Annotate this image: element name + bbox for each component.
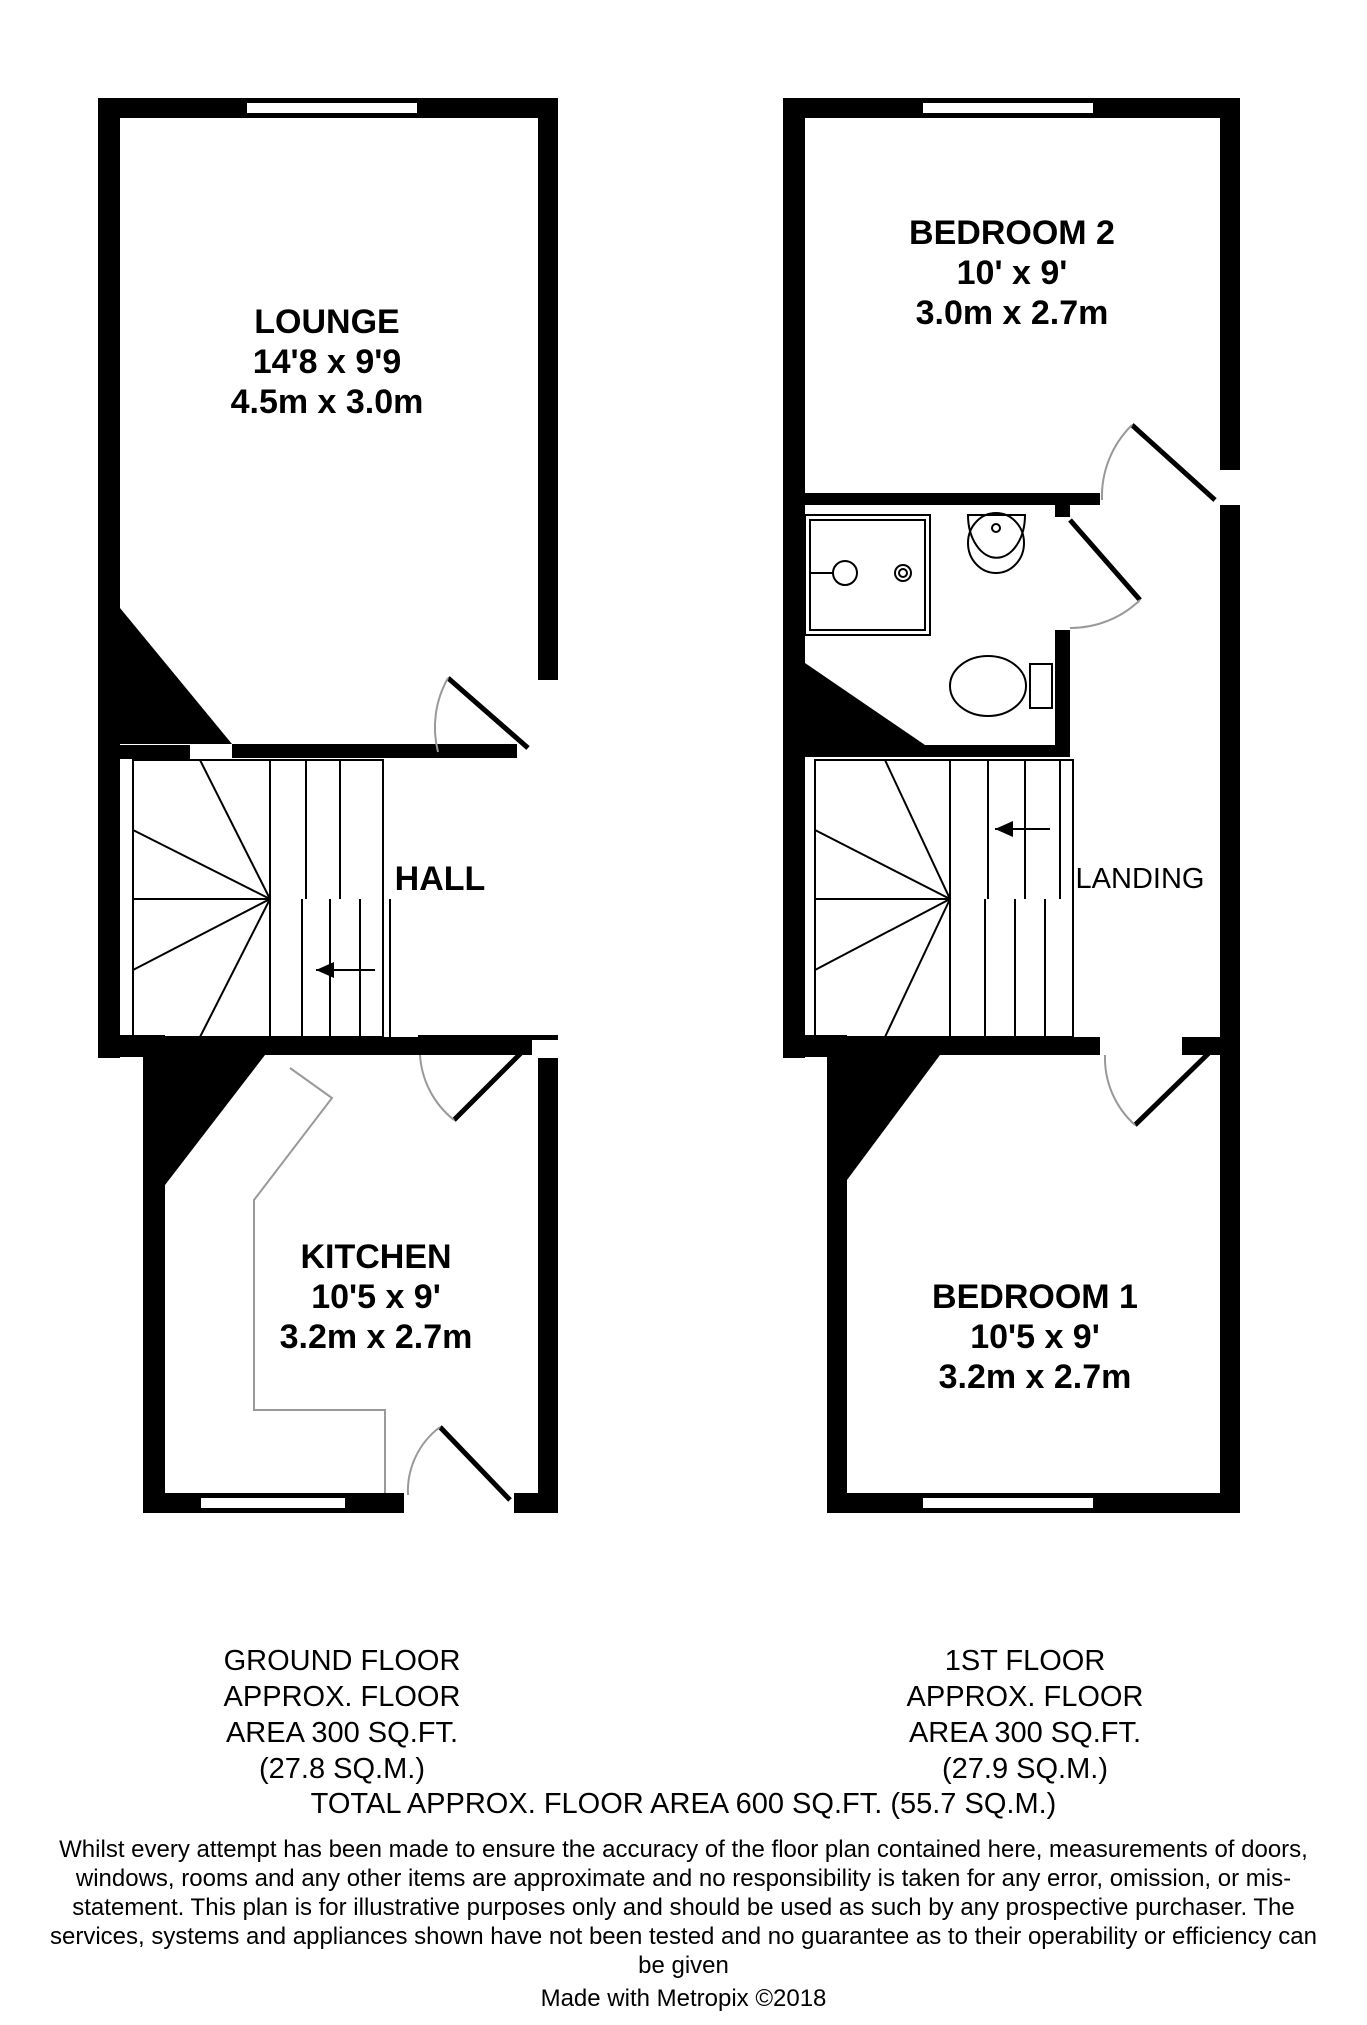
ground-floor-info-line: APPROX. FLOOR [223,1681,461,1713]
lounge-hall-wall [232,744,517,758]
lounge-window [246,102,418,114]
first-floor-info [815,1643,1235,1787]
first-floor-info-line: (27.9 SQ.M.) [942,1753,1108,1785]
kitchen-door-gap [404,1493,514,1513]
first-floor-info-line: AREA 300 SQ.FT. [908,1717,1142,1749]
disclaimer-text: Whilst every attempt has been made to ensure the accuracy of the floor plan contained here, measurements of doors, windows, rooms and any other items are approximate and no responsibility is taken for any error, omission, or mis-statement. This plan is for illustrative purposes only and should be used as such by any prospective purchaser. The services, systems and appliances shown have not been tested and no guarantee as to their operability or efficiency can be given [50,1836,1317,1979]
hall-name: HALL [394,860,486,898]
landing-floor [1085,505,1220,1035]
first-floor-plan [783,98,1245,1513]
first-staircase [815,760,1073,1037]
lounge-floor [120,118,538,754]
landing-name: LANDING [1075,863,1205,895]
lounge-metric: 4.5m x 3.0m [230,383,424,421]
first-floor-info-line: APPROX. FLOOR [906,1681,1144,1713]
bedroom2-metric: 3.0m x 2.7m [915,294,1109,332]
bedroom2-window [922,102,1094,114]
ground-floor-info-line: (27.8 SQ.M.) [259,1753,425,1785]
bedroom1-metric: 3.2m x 2.7m [938,1358,1132,1396]
ground-floor-plan [98,98,562,1513]
first-stair-arrow [995,821,1013,837]
lounge-name: LOUNGE [254,303,400,341]
ground-floor-info [132,1643,552,1787]
ground-floor-info-line: GROUND FLOOR [223,1645,461,1677]
bedroom1-window [922,1497,1094,1509]
first-floor-info-line: 1ST FLOOR [944,1645,1106,1677]
ground-floor-info-line: AREA 300 SQ.FT. [225,1717,459,1749]
bedroom2-name: BEDROOM 2 [909,214,1115,252]
total-floor-area: TOTAL APPROX. FLOOR AREA 600 SQ.FT. (55.7 SQ.M.) [310,1788,1057,1820]
kitchen-imperial: 10'5 x 9' [311,1278,441,1316]
kitchen-name: KITCHEN [300,1238,452,1276]
bedroom1-imperial: 10'5 x 9' [970,1318,1100,1356]
kitchen-metric: 3.2m x 2.7m [279,1318,473,1356]
hall-kitchen-wall [146,1037,418,1055]
bedroom1-floor [847,1055,1220,1495]
lounge-imperial: 14'8 x 9'9 [252,343,402,381]
credit-text: Made with Metropix ©2018 [540,1985,827,2012]
kitchen-window [200,1497,346,1509]
bedroom1-name: BEDROOM 1 [932,1278,1138,1316]
bedroom2-imperial: 10' x 9' [956,254,1068,292]
